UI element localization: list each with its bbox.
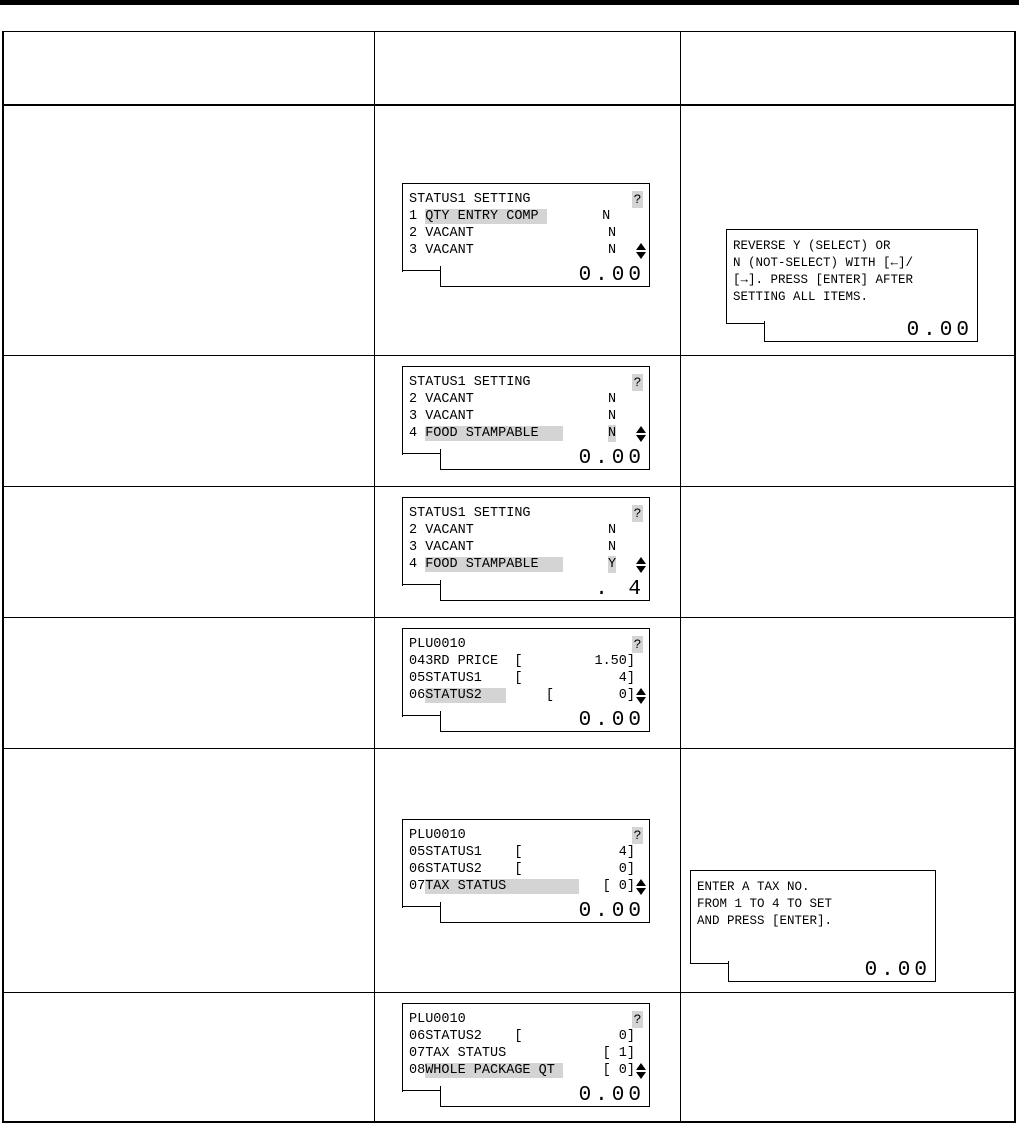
message-text: REVERSE Y (SELECT) OR N (NOT-SELECT) WITH [←]/ [→]. PRESS [ENTER] AFTER SETTING ALL ITEMS.: [733, 239, 914, 304]
lcd-line: 06STATUS2 [ 0]: [409, 1028, 635, 1044]
amount-display: 0.00: [440, 449, 650, 470]
amount-display: 0.00: [440, 266, 650, 287]
question-mark: ?: [633, 1011, 642, 1027]
message-cell: [681, 992, 1016, 1122]
amount-display: 0.00: [440, 902, 650, 923]
message-amount: 0.00: [728, 961, 936, 982]
amount-display: 0.00: [440, 1086, 650, 1107]
question-mark: ?: [633, 827, 642, 843]
lcd-line: 1 QTY ENTRY COMP N: [409, 209, 611, 224]
question-mark: ?: [633, 505, 642, 521]
procedure-table: [2, 31, 1016, 1123]
lcd-line: 3 VACANT N: [409, 539, 617, 555]
header-cell-procedure: [3, 32, 375, 106]
table-row: [3, 486, 1015, 617]
lcd-line: 2 VACANT N: [409, 522, 617, 538]
lcd-title: PLU0010: [409, 1011, 466, 1027]
procedure-cell: [3, 105, 375, 355]
table-row: [3, 355, 1015, 486]
amount-display: . 4: [440, 580, 650, 601]
table-header-row: [3, 32, 1015, 106]
scroll-arrows-icon: [636, 688, 646, 704]
lcd-line: 2 VACANT N: [409, 391, 617, 407]
procedure-cell: [3, 486, 375, 617]
table-row: [3, 617, 1015, 748]
lcd-line: 07TAX STATUS [ 0]: [409, 878, 635, 894]
procedure-cell: [3, 992, 375, 1122]
table-row: [3, 105, 1015, 355]
scroll-arrows-icon: [636, 243, 646, 259]
lcd-display: [402, 628, 650, 732]
lcd-title: PLU0010: [409, 827, 466, 843]
lcd-line: 4 FOOD STAMPABLE N: [409, 425, 617, 441]
procedure-cell: [3, 748, 375, 992]
lcd-display: [402, 1003, 650, 1107]
lcd-line: 3 VACANT N: [409, 243, 617, 258]
scroll-arrows-icon: [636, 1063, 646, 1079]
header-cell-display: [375, 32, 681, 106]
lcd-title: STATUS1 SETTING: [409, 374, 531, 390]
display-cell: [375, 617, 681, 748]
scroll-arrows-icon: [636, 557, 646, 573]
lcd-line: 08WHOLE PACKAGE QT [ 0]: [409, 1062, 635, 1078]
lcd-display: [402, 366, 650, 470]
question-mark: ?: [633, 374, 642, 390]
table-row: [3, 992, 1015, 1122]
display-cell: [375, 992, 681, 1122]
lcd-line: 06STATUS2 [ 0]: [409, 687, 635, 703]
message-amount: 0.00: [764, 321, 978, 342]
lcd-display: [402, 497, 650, 601]
procedure-cell: [3, 617, 375, 748]
lcd-line: 06STATUS2 [ 0]: [409, 861, 635, 877]
lcd-line: 043RD PRICE [ 1.50]: [409, 653, 635, 669]
message-cell: [681, 355, 1016, 486]
message-cell: [681, 486, 1016, 617]
message-text: ENTER A TAX NO. FROM 1 TO 4 TO SET AND PRESS [ENTER].: [697, 879, 833, 928]
scroll-arrows-icon: [636, 879, 646, 895]
display-cell: [375, 105, 681, 355]
lcd-line: 07TAX STATUS [ 1]: [409, 1045, 635, 1061]
procedure-cell: [3, 355, 375, 486]
question-mark: ?: [633, 636, 642, 652]
display-cell: [375, 355, 681, 486]
amount-display: 0.00: [440, 711, 650, 732]
lcd-line: 05STATUS1 [ 4]: [409, 844, 635, 860]
lcd-title: PLU0010: [409, 636, 466, 652]
message-cell: [681, 617, 1016, 748]
table-row: [3, 748, 1015, 992]
message-box: [690, 870, 936, 983]
scroll-arrows-icon: [636, 426, 646, 442]
lcd-line: 3 VACANT N: [409, 408, 617, 424]
top-rule: [0, 0, 1019, 5]
message-cell: [681, 748, 1016, 992]
question-mark: ?: [633, 192, 642, 207]
lcd-line: 05STATUS1 [ 4]: [409, 670, 635, 686]
lcd-line: 4 FOOD STAMPABLE Y: [409, 556, 617, 572]
display-cell: [375, 486, 681, 617]
header-cell-message: [681, 32, 1016, 106]
lcd-display: [402, 819, 650, 923]
message-box: [726, 229, 978, 343]
lcd-line: 2 VACANT N: [409, 226, 617, 241]
lcd-display: [402, 183, 650, 287]
message-cell: [681, 105, 1016, 355]
display-cell: [375, 748, 681, 992]
lcd-title: STATUS1 SETTING: [409, 505, 531, 521]
lcd-title: STATUS1 SETTING: [409, 192, 531, 207]
